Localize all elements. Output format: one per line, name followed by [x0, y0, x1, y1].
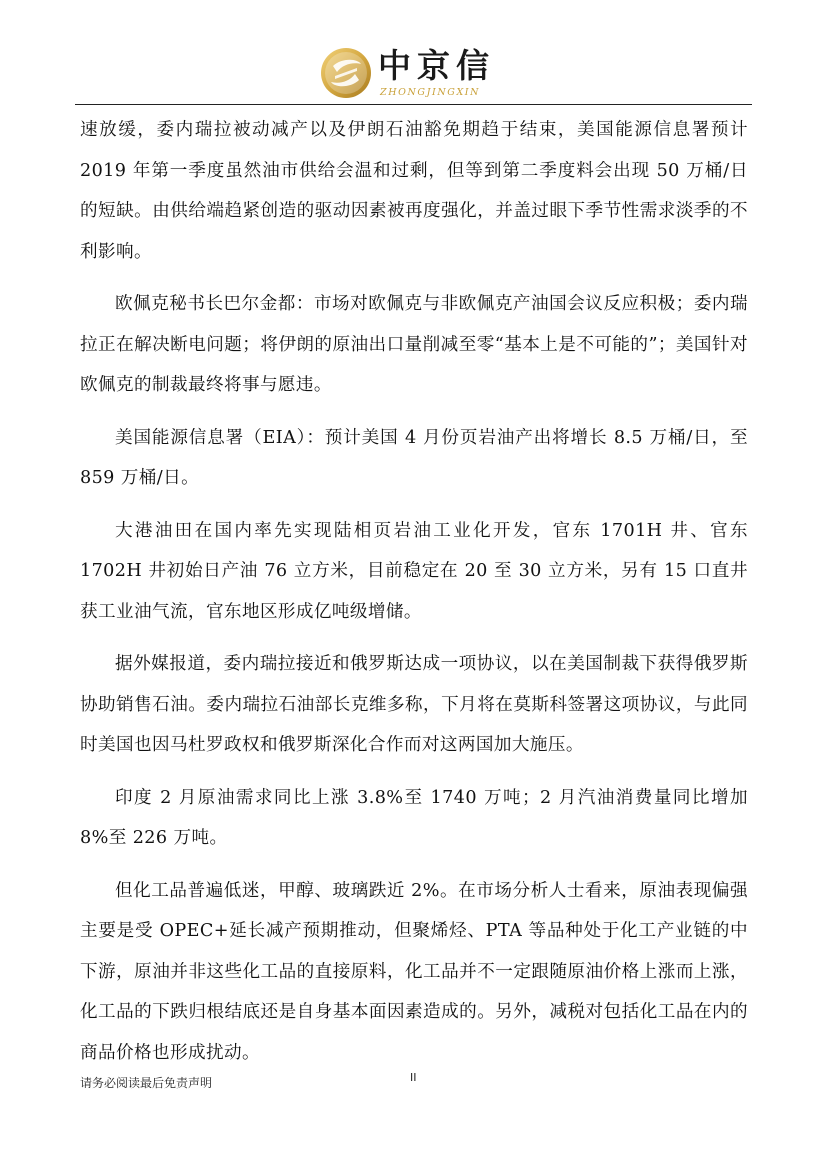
logo-english-name: ZHONGJINGXIN: [380, 87, 481, 98]
paragraph-eia-shale: 美国能源信息署（EIA）：预计美国 4 月份页岩油产出将增长 8.5 万桶/日，至 859 万桶/日。: [80, 427, 748, 488]
report-body: [80, 110, 748, 1073]
footer-disclaimer: 请务必阅读最后免责声明: [80, 1076, 213, 1090]
page-number: II: [410, 1071, 417, 1084]
header-divider: [75, 104, 752, 105]
zhongjingxin-logo-icon: [319, 46, 373, 100]
paragraph-dagang-oilfield: 大港油田在国内率先实现陆相页岩油工业化开发，官东 1701H 井、官东 1702H 井初始日产油 76 立方米，目前稳定在 20 至 30 立方米，另有 15 口直井获工业油气流，官东地区形成亿吨级增储。: [80, 520, 748, 622]
logo-chinese-name: 中京信: [378, 46, 495, 85]
paragraph-opec-secretary: 欧佩克秘书长巴尔金都：市场对欧佩克与非欧佩克产油国会议反应积极；委内瑞拉正在解决断电问题；将伊朗的原油出口量削减至零“基本上是不可能的”；美国针对欧佩克的制裁最终将事与愿违。: [80, 294, 748, 395]
page-header: [0, 0, 827, 110]
paragraph-chemicals: 但化工品普遍低迷，甲醇、玻璃跌近 2%。在市场分析人士看来，原油表现偏强主要是受 OPEC+延长减产预期推动，但聚烯烃、PTA 等品种处于化工产业链的中下游，原油并非这些化工品的直接原料，化工品并不一定跟随原油价格上涨而上涨，化工品的下跌归根结底还是自身基本面因素造成的。另外，减税对包括化工品在内的商品价格也形成扰动。: [80, 880, 748, 1063]
paragraph-supply-outlook: 速放缓，委内瑞拉被动减产以及伊朗石油豁免期趋于结束，美国能源信息署预计 2019 年第一季度虽然油市供给会温和过剩，但等到第二季度料会出现 50 万桶/日的短缺。由供给端趋紧创造的驱动因素被再度强化，并盖过眼下季节性需求淡季的不利影响。: [80, 120, 748, 262]
paragraph-india-demand: 印度 2 月原油需求同比上涨 3.8%至 1740 万吨；2 月汽油消费量同比增加 8%至 226 万吨。: [80, 787, 748, 848]
paragraph-venezuela-russia: 据外媒报道，委内瑞拉接近和俄罗斯达成一项协议，以在美国制裁下获得俄罗斯协助销售石油。委内瑞拉石油部长克维多称，下月将在莫斯科签署这项协议，与此同时美国也因马杜罗政权和俄罗斯深化合作而对这两国加大施压。: [80, 654, 748, 755]
